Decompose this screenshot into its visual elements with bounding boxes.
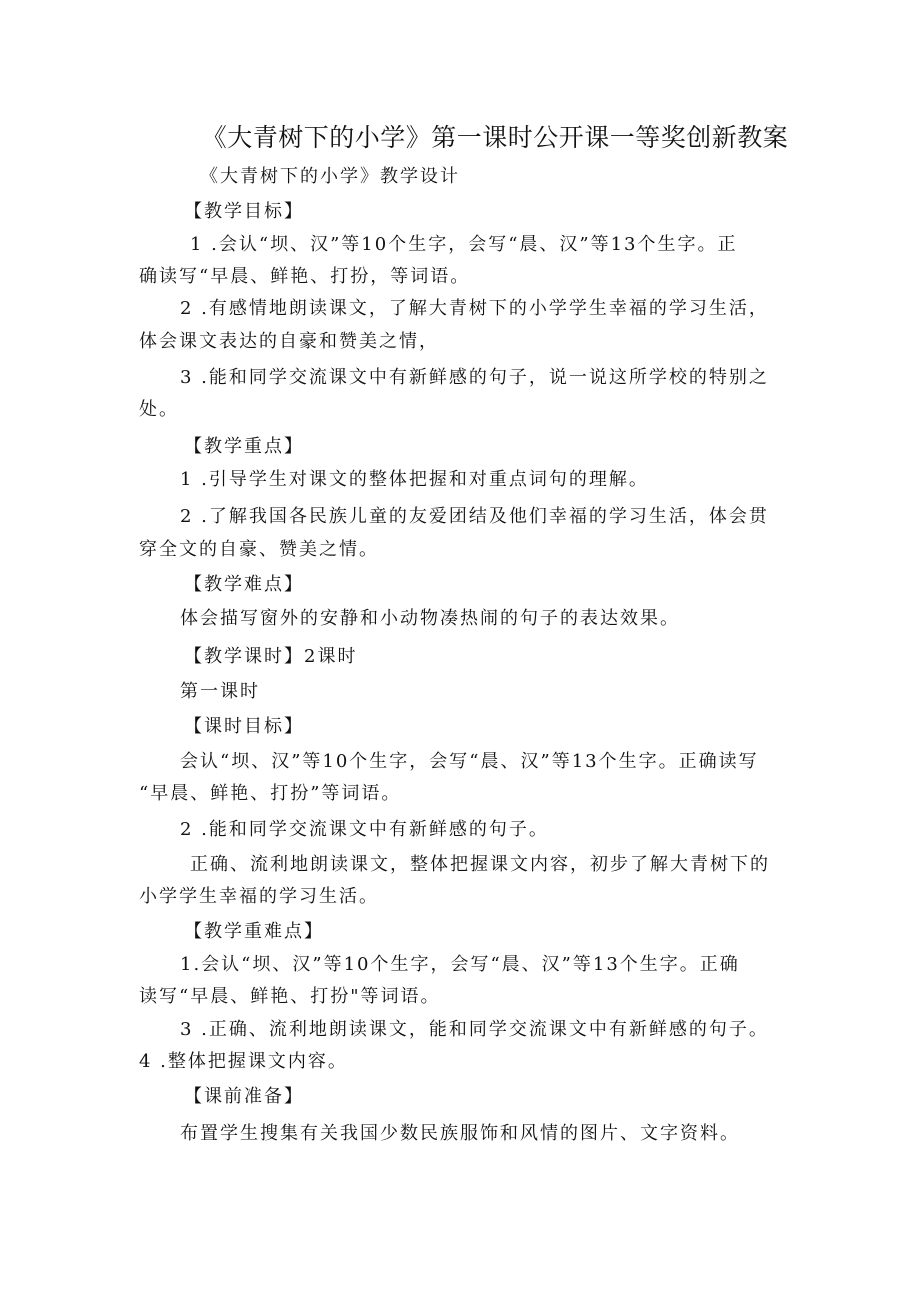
paragraph-line: 穿全文的自豪、赞美之情。	[139, 539, 379, 560]
document-title: 《大青树下的小学》第一课时公开课一等奖创新教案	[201, 123, 789, 152]
paragraph-line: 正确、流利地朗读课文，整体把握课文内容，初步了解大青树下的	[190, 854, 770, 875]
paragraph-line: 确读写“早晨、鲜艳、打扮，等词语。	[139, 266, 471, 287]
section-heading-lessons: 【教学课时】2课时	[184, 646, 358, 667]
lesson-heading: 第一课时	[180, 681, 260, 702]
paragraph-line: 处。	[139, 399, 179, 420]
paragraph-line: 读写“早晨、鲜艳、打扮"等词语。	[139, 986, 441, 1007]
paragraph-line: 1 .引导学生对课文的整体把握和对重点词句的理解。	[180, 469, 649, 490]
section-heading-difficulties: 【教学难点】	[184, 574, 304, 595]
paragraph-line: 1 .会认“坝、汉”等10个生字，会写“晨、汉”等13个生字。正	[190, 234, 738, 255]
section-heading-key-points: 【教学重点】	[184, 436, 304, 457]
paragraph-line: 3 .正确、流利地朗读课文，能和同学交流课文中有新鲜感的句子。	[180, 1019, 769, 1040]
paragraph-line: 体会描写窗外的安静和小动物凑热闹的句子的表达效果。	[180, 608, 680, 629]
paragraph-line: 2 .有感情地朗读课文，了解大青树下的小学学生幸福的学习生活，	[180, 298, 769, 319]
paragraph-line: 2 .了解我国各民族儿童的友爱团结及他们幸福的学习生活，体会贯	[180, 506, 769, 527]
paragraph-line: 布置学生搜集有关我国少数民族服饰和风情的图片、文字资料。	[180, 1123, 740, 1144]
paragraph-line: 3 .能和同学交流课文中有新鲜感的句子，说一说这所学校的特别之	[180, 367, 769, 388]
paragraph-line: 会认“坝、汉”等10个生字，会写“晨、汉”等13个生字。正确读写	[180, 751, 759, 772]
paragraph-line: 2 .能和同学交流课文中有新鲜感的句子。	[180, 819, 549, 840]
document-subtitle: 《大青树下的小学》教学设计	[200, 166, 460, 187]
section-heading-preparation: 【课前准备】	[184, 1086, 304, 1107]
paragraph-line: 小学学生幸福的学习生活。	[139, 886, 379, 907]
paragraph-line: “早晨、鲜艳、打扮”等词语。	[139, 783, 402, 804]
section-heading-lesson-goals: 【课时目标】	[184, 716, 304, 737]
section-heading-key-difficulties: 【教学重难点】	[184, 921, 324, 942]
paragraph-line: 体会课文表达的自豪和赞美之情，	[139, 331, 439, 352]
section-heading-objectives: 【教学目标】	[184, 201, 304, 222]
paragraph-line: 4 .整体把握课文内容。	[139, 1051, 348, 1072]
paragraph-line: 1.会认“坝、汉”等10个生字，会写“晨、汉”等13个生字。正确	[180, 954, 740, 975]
